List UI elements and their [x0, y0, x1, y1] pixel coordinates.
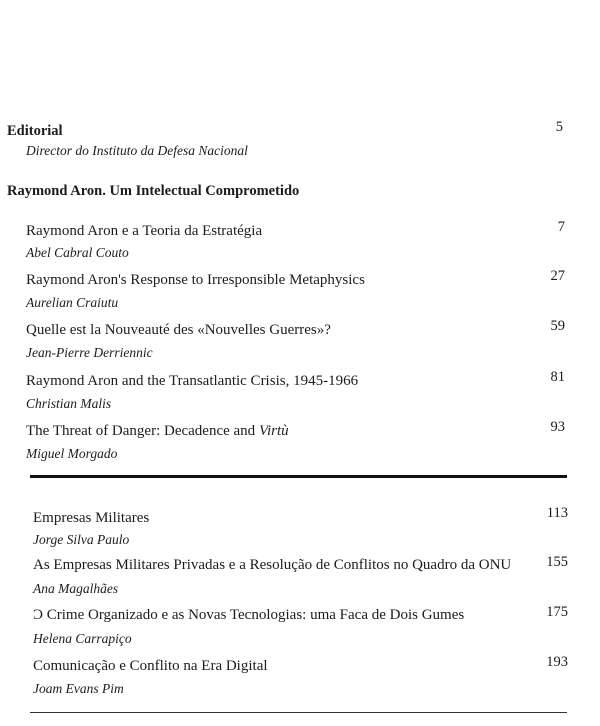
entry-title: Ͻ Crime Organizado e as Novas Tecnologias: uma Faca de Dois Gumes	[33, 607, 465, 623]
editorial-page: 5	[555, 119, 563, 135]
editorial-author: Director do Instituto da Defesa Nacional	[26, 143, 248, 158]
entry-title: Comunicação e Conflito na Era Digital	[33, 658, 268, 674]
entry-page: 93	[550, 419, 565, 435]
entry-page: 7	[557, 219, 565, 235]
entry-author: Miguel Morgado	[26, 446, 118, 461]
entry-author: Joam Evans Pim	[33, 681, 124, 696]
entry-author: Jorge Silva Paulo	[33, 532, 130, 547]
entry-title: Empresas Militares	[33, 510, 150, 526]
editorial-heading: Editorial	[7, 123, 63, 139]
entry-title-text: The Threat of Danger: Decadence and	[26, 423, 259, 439]
entry-title: As Empresas Militares Privadas e a Resolução de Conflitos no Quadro da ONU	[33, 557, 512, 573]
section-divider	[30, 475, 567, 478]
entry-author: Abel Cabral Couto	[26, 245, 129, 260]
entry-title: Raymond Aron and the Transatlantic Crisis, 1945-1966	[26, 373, 359, 389]
section-heading: Raymond Aron. Um Intelectual Comprometido	[7, 183, 300, 199]
entry-title-emphasis: Virtù	[258, 423, 289, 439]
entry-page: 59	[550, 318, 565, 334]
entry-page: 81	[550, 369, 565, 385]
entry-author: Helena Carrapiço	[33, 631, 132, 646]
entry-author: Aurelian Craiutu	[26, 295, 119, 310]
entry-page: 113	[546, 505, 568, 521]
entry-title	[26, 423, 289, 440]
entry-author: Ana Magalhães	[33, 581, 119, 596]
entry-page: 175	[546, 604, 568, 620]
entry-page: 27	[550, 268, 565, 284]
entry-title: Quelle est la Nouveauté des «Nouvelles Guerres»?	[26, 322, 331, 338]
entry-title: Raymond Aron's Response to Irresponsible Metaphysics	[26, 272, 365, 288]
entry-author: Jean-Pierre Derriennic	[26, 345, 153, 360]
bottom-divider	[30, 712, 567, 713]
entry-title: Raymond Aron e a Teoria da Estratégia	[26, 223, 263, 239]
entry-page: 193	[546, 654, 568, 670]
entry-page: 155	[546, 554, 568, 570]
entry-author: Christian Malis	[26, 396, 112, 411]
